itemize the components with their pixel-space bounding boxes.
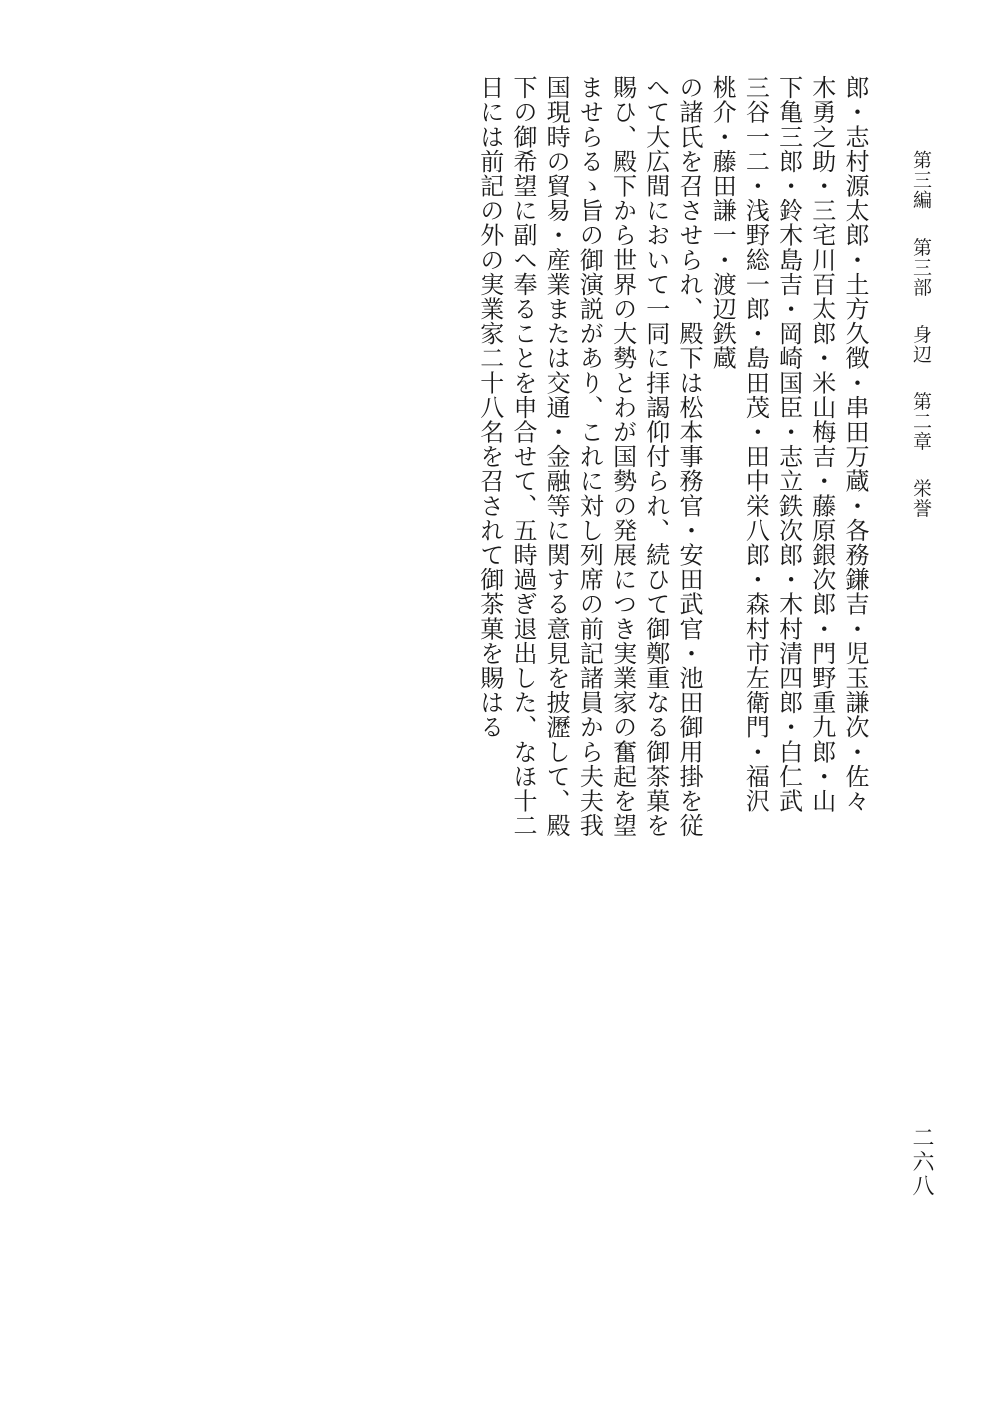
header-section: 第三部 xyxy=(910,237,932,298)
header-title: 身辺 xyxy=(910,324,932,365)
text-line: 郎・志村源太郎・土方久徴・串田万蔵・各務鎌吉・児玉謙次・佐々 xyxy=(841,75,869,813)
text-line: ませらるゝ旨の御演説があり、これに対し列席の前記諸員から夫夫我 xyxy=(575,75,604,838)
running-header xyxy=(908,150,934,518)
text-line: 下亀三郎・鈴木島吉・岡崎国臣・志立鉄次郎・木村清四郎・白仁武 xyxy=(774,75,803,813)
text-line: へて大広間において一同に拝謁仰付られ、続ひて御鄭重なる御茶菓を xyxy=(641,75,670,838)
text-line: 下の御希望に副へ奉ることを申合せて、五時過ぎ退出した、なほ十二 xyxy=(508,75,537,838)
header-chapter: 第二章 xyxy=(910,391,932,452)
page-number: 二六八 xyxy=(909,1126,934,1198)
text-line: 木勇之助・三宅川百太郎・米山梅吉・藤原銀次郎・門野重九郎・山 xyxy=(807,75,836,813)
text-line: 桃介・藤田謙一・渡辺鉄蔵 xyxy=(708,75,737,371)
text-line: 賜ひ、殿下から世界の大勢とわが国勢の発展につき実業家の奮起を望 xyxy=(608,75,637,838)
header-topic: 栄誉 xyxy=(910,478,932,519)
header-part: 第三編 xyxy=(910,150,932,210)
text-line: の諸氏を召させられ、殿下は松本事務官・安田武官・池田御用掛を従 xyxy=(674,75,703,838)
text-line: 国現時の貿易・産業または交通・金融等に関する意見を披瀝して、殿 xyxy=(542,75,571,838)
body-text xyxy=(473,75,871,838)
text-line: 三谷一二・浅野総一郎・島田茂・田中栄八郎・森村市左衛門・福沢 xyxy=(741,75,770,813)
text-line: 日には前記の外の実業家二十八名を召されて御茶菓を賜はる xyxy=(475,75,504,740)
